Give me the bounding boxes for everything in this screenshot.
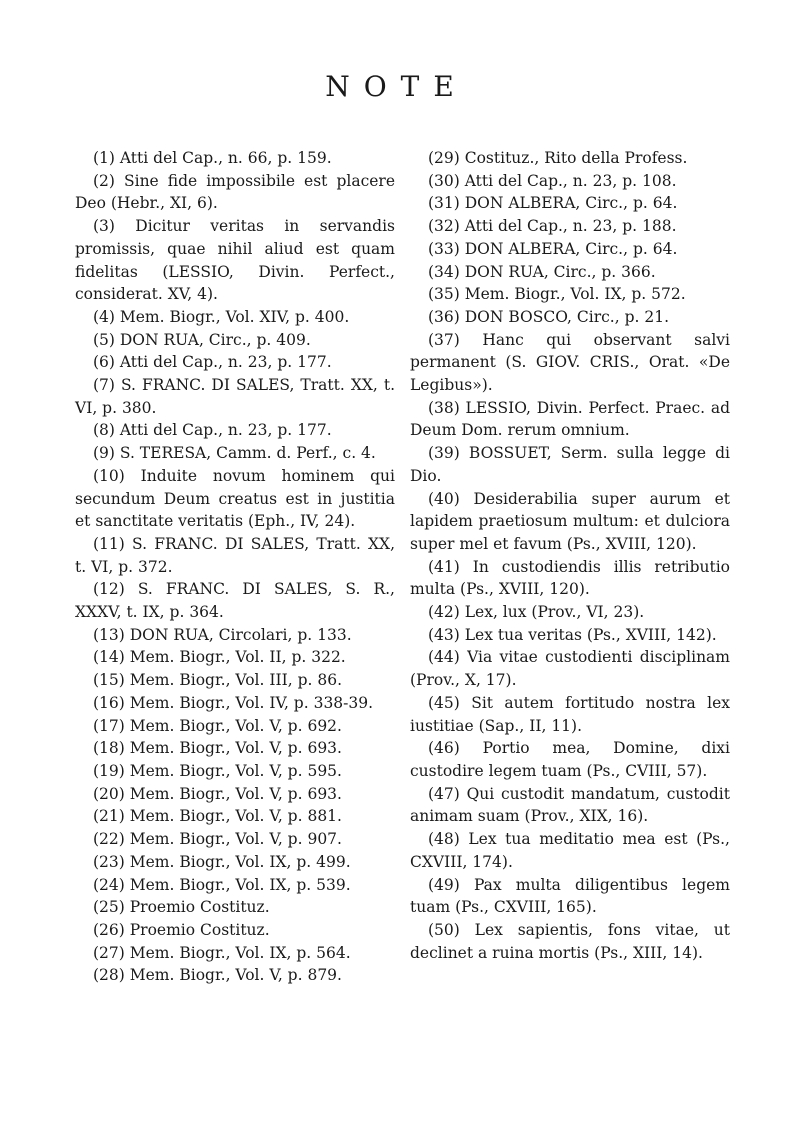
footnote-item: (38) LESSIO, Divin. Perfect. Praec. ad Deum Dom. rerum omnium. xyxy=(410,398,730,440)
footnote-item: (3) Dicitur veritas in servandis promissis, quae nihil aliud est quam fidelitas (LESSIO, Divin. Perfect., considerat. XV, 4). xyxy=(75,217,395,304)
footnote-item: (14) Mem. Biogr., Vol. II, p. 322. xyxy=(93,648,346,667)
footnote-item: (35) Mem. Biogr., Vol. IX, p. 572. xyxy=(428,285,686,304)
footnote-item: (46) Portio mea, Domine, dixi custodire legem tuam (Ps., CVIII, 57). xyxy=(410,739,730,780)
footnote-item: (34) DON RUA, Circ., p. 366. xyxy=(428,262,656,281)
footnote-item: (22) Mem. Biogr., Vol. V, p. 907. xyxy=(93,830,342,849)
footnote-item: (40) Desiderabilia super aurum et lapidem praetiosum multum: et dulciora super mel et favum (Ps., XVIII, 120). xyxy=(410,489,730,553)
footnote-item: (10) Induite novum hominem qui secundum Deum creatus est in justitia et sanctitate veritatis (Eph., IV, 24). xyxy=(75,466,395,531)
footnote-item: (2) Sine fide impossibile est placere Deo (Hebr., XI, 6). xyxy=(75,171,395,213)
footnote-item: (32) Atti del Cap., n. 23, p. 188. xyxy=(428,217,677,236)
footnote-item: (30) Atti del Cap., n. 23, p. 108. xyxy=(428,171,677,190)
footnote-item: (4) Mem. Biogr., Vol. XIV, p. 400. xyxy=(93,307,350,326)
footnote-item: (45) Sit autem fortitudo nostra lex iustitiae (Sap., II, 11). xyxy=(410,693,730,735)
footnote-item: (41) In custodiendis illis retributio multa (Ps., XVIII, 120). xyxy=(410,557,730,599)
footnote-item: (19) Mem. Biogr., Vol. V, p. 595. xyxy=(93,761,342,780)
notes-column-left xyxy=(75,147,395,987)
footnote-item: (43) Lex tua veritas (Ps., XVIII, 142). xyxy=(428,625,717,644)
footnote-item: (1) Atti del Cap., n. 66, p. 159. xyxy=(93,149,332,167)
footnote-item: (29) Costituz., Rito della Profess. xyxy=(428,149,688,167)
footnote-item: (31) DON ALBERA, Circ., p. 64. xyxy=(428,194,678,213)
footnote-item: (33) DON ALBERA, Circ., p. 64. xyxy=(428,239,678,258)
footnote-item: (24) Mem. Biogr., Vol. IX, p. 539. xyxy=(93,875,351,894)
footnote-item: (15) Mem. Biogr., Vol. III, p. 86. xyxy=(93,671,342,690)
footnote-item: (21) Mem. Biogr., Vol. V, p. 881. xyxy=(93,807,342,826)
footnote-item: (28) Mem. Biogr., Vol. V, p. 879. xyxy=(93,966,342,985)
footnote-item: (48) Lex tua meditatio mea est (Ps., CXVIII, 174). xyxy=(410,830,730,871)
footnote-item: (8) Atti del Cap., n. 23, p. 177. xyxy=(93,421,332,440)
footnote-item: (7) S. FRANC. DI SALES, Tratt. XX, t. VI, p. 380. xyxy=(75,376,395,417)
footnote-item: (26) Proemio Costituz. xyxy=(93,920,270,939)
footnote-item: (13) DON RUA, Circolari, p. 133. xyxy=(93,625,352,644)
footnote-item: (20) Mem. Biogr., Vol. V, p. 693. xyxy=(93,784,342,803)
footnote-item: (5) DON RUA, Circ., p. 409. xyxy=(93,330,311,349)
footnote-item: (42) Lex, lux (Prov., VI, 23). xyxy=(428,603,645,622)
footnote-item: (12) S. FRANC. DI SALES, S. R., XXXV, t. IX, p. 364. xyxy=(75,580,395,622)
footnote-item: (27) Mem. Biogr., Vol. IX, p. 564. xyxy=(93,943,351,962)
footnote-item: (23) Mem. Biogr., Vol. IX, p. 499. xyxy=(93,852,351,871)
footnote-item: (6) Atti del Cap., n. 23, p. 177. xyxy=(93,353,332,372)
page-title: NOTE xyxy=(325,70,468,103)
footnote-item: (50) Lex sapientis, fons vitae, ut declinet a ruina mortis (Ps., XIII, 14). xyxy=(410,920,730,962)
footnote-item: (18) Mem. Biogr., Vol. V, p. 693. xyxy=(93,739,342,758)
footnote-item: (47) Qui custodit mandatum, custodit animam suam (Prov., XIX, 16). xyxy=(410,784,730,826)
footnote-item: (36) DON BOSCO, Circ., p. 21. xyxy=(428,307,669,326)
footnote-item: (49) Pax multa diligentibus legem tuam (Ps., CXVIII, 165). xyxy=(410,875,730,917)
footnote-item: (25) Proemio Costituz. xyxy=(93,898,270,917)
footnote-item: (37) Hanc qui observant salvi permanent (S. GIOV. CRIS., Orat. «De Legibus»). xyxy=(410,330,730,395)
footnote-item: (9) S. TERESA, Camm. d. Perf., c. 4. xyxy=(93,444,376,463)
footnote-item: (16) Mem. Biogr., Vol. IV, p. 338-39. xyxy=(93,693,374,712)
footnote-item: (17) Mem. Biogr., Vol. V, p. 692. xyxy=(93,716,342,735)
notes-column-right xyxy=(410,147,730,964)
footnote-item: (11) S. FRANC. DI SALES, Tratt. XX, t. VI, p. 372. xyxy=(75,534,395,576)
footnote-item: (39) BOSSUET, Serm. sulla legge di Dio. xyxy=(410,444,730,485)
footnote-item: (44) Via vitae custodienti disciplinam (Prov., X, 17). xyxy=(410,648,730,690)
